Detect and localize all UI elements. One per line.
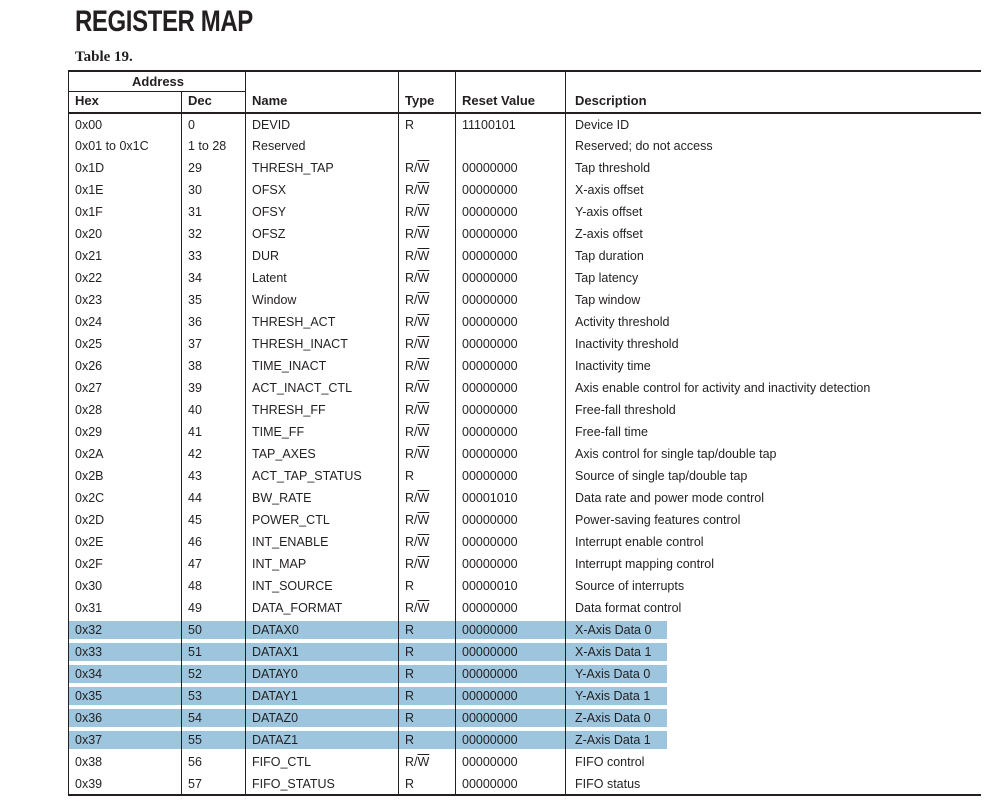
register-map-table (68, 70, 981, 796)
cell-type: $R/\overline{W}$ (399, 157, 456, 179)
table-row (69, 355, 981, 377)
table-row (69, 553, 981, 575)
table-row (69, 377, 981, 399)
cell-type: R (399, 113, 456, 135)
col-header-name: Name (246, 71, 399, 113)
cell-hex: 0x24 (69, 311, 182, 333)
cell-description: Source of single tap/double tap (575, 469, 748, 483)
cell-reset-value: 00000000 (456, 201, 566, 223)
cell-reset-value: 00000000 (456, 179, 566, 201)
cell-name: DEVID (246, 113, 399, 135)
cell-reset-value: 00000000 (456, 509, 566, 531)
cell-description: Z-Axis Data 1 (566, 729, 981, 751)
cell-reset-value: 00000000 (456, 421, 566, 443)
cell-dec: 30 (182, 179, 246, 201)
cell-reset-value: 00000010 (456, 575, 566, 597)
cell-dec: 42 (182, 443, 246, 465)
cell-description: Power-saving features control (575, 513, 741, 527)
cell-dec: 45 (182, 509, 246, 531)
cell-name: OFSY (246, 201, 399, 223)
cell-reset-value: 00000000 (456, 399, 566, 421)
cell-hex: 0x1F (69, 201, 182, 223)
cell-dec: 48 (182, 575, 246, 597)
cell-type: $R/\overline{W}$ (399, 399, 456, 421)
cell-dec: 37 (182, 333, 246, 355)
cell-name: DATAX0 (246, 619, 399, 641)
table-row (69, 421, 981, 443)
cell-reset-value: 00000000 (456, 553, 566, 575)
cell-dec: 50 (182, 619, 246, 641)
cell-reset-value: 00000000 (456, 311, 566, 333)
cell-reset-value: 00000000 (456, 465, 566, 487)
cell-dec: 41 (182, 421, 246, 443)
cell-name: DUR (246, 245, 399, 267)
table-row (69, 179, 981, 201)
cell-name: INT_MAP (246, 553, 399, 575)
cell-reset-value: 00000000 (456, 531, 566, 553)
cell-type: $R/\overline{W}$ (399, 355, 456, 377)
cell-dec: 1 to 28 (182, 135, 246, 157)
cell-name: Latent (246, 267, 399, 289)
table-row (69, 443, 981, 465)
cell-hex: 0x1D (69, 157, 182, 179)
cell-dec: 49 (182, 597, 246, 619)
table-row (69, 245, 981, 267)
cell-reset-value: 00000000 (456, 267, 566, 289)
cell-name: DATAY0 (246, 663, 399, 685)
cell-hex: 0x00 (69, 113, 182, 135)
col-header-description: Description (566, 71, 981, 113)
cell-hex: 0x37 (69, 729, 182, 751)
cell-reset-value: 00000000 (456, 663, 566, 685)
cell-type: $R/\overline{W}$ (399, 531, 456, 553)
cell-type: $R/\overline{W}$ (399, 487, 456, 509)
page-title: REGISTER MAP (75, 5, 253, 38)
cell-description: Source of interrupts (575, 579, 685, 593)
cell-description: Activity threshold (575, 315, 670, 329)
cell-hex: 0x33 (69, 641, 182, 663)
cell-name: TIME_FF (246, 421, 399, 443)
cell-name: DATAZ0 (246, 707, 399, 729)
cell-hex: 0x36 (69, 707, 182, 729)
cell-hex: 0x2B (69, 465, 182, 487)
cell-type: R (399, 465, 456, 487)
cell-hex: 0x31 (69, 597, 182, 619)
cell-hex: 0x27 (69, 377, 182, 399)
cell-description: X-Axis Data 0 (566, 619, 981, 641)
table-row (69, 223, 981, 245)
cell-dec: 34 (182, 267, 246, 289)
cell-hex: 0x2E (69, 531, 182, 553)
cell-type: R (399, 663, 456, 685)
cell-description: Tap latency (575, 271, 639, 285)
cell-dec: 32 (182, 223, 246, 245)
cell-type: R (399, 619, 456, 641)
cell-description: Free-fall threshold (575, 403, 676, 417)
table-row (69, 267, 981, 289)
cell-name: THRESH_INACT (246, 333, 399, 355)
cell-name: TIME_INACT (246, 355, 399, 377)
cell-hex: 0x39 (69, 773, 182, 795)
cell-reset-value: 00000000 (456, 641, 566, 663)
cell-type: R (399, 729, 456, 751)
cell-hex: 0x22 (69, 267, 182, 289)
cell-type: $R/\overline{W}$ (399, 311, 456, 333)
cell-hex: 0x2A (69, 443, 182, 465)
cell-type: R (399, 707, 456, 729)
table-row (69, 773, 981, 795)
table-row (69, 619, 981, 641)
cell-hex: 0x01 to 0x1C (69, 135, 182, 157)
cell-name: DATAX1 (246, 641, 399, 663)
table-row (69, 729, 981, 751)
cell-description: X-axis offset (575, 183, 644, 197)
table-row (69, 707, 981, 729)
cell-reset-value: 00000000 (456, 157, 566, 179)
table-caption: Table 19. (75, 49, 133, 65)
cell-reset-value: 00000000 (456, 223, 566, 245)
cell-type: $R/\overline{W}$ (399, 289, 456, 311)
cell-description: Interrupt enable control (575, 535, 704, 549)
cell-hex: 0x20 (69, 223, 182, 245)
table-body (69, 113, 981, 795)
cell-name: DATA_FORMAT (246, 597, 399, 619)
cell-description: Tap window (575, 293, 641, 307)
cell-name: THRESH_TAP (246, 157, 399, 179)
cell-type: $R/\overline{W}$ (399, 223, 456, 245)
cell-name: TAP_AXES (246, 443, 399, 465)
cell-description: Z-Axis Data 0 (566, 707, 981, 729)
cell-description: FIFO control (575, 755, 645, 769)
cell-type: R (399, 575, 456, 597)
table-row (69, 751, 981, 773)
cell-description: Axis control for single tap/double tap (575, 447, 777, 461)
cell-name: FIFO_CTL (246, 751, 399, 773)
table-row (69, 487, 981, 509)
cell-description: Tap duration (575, 249, 644, 263)
cell-name: INT_ENABLE (246, 531, 399, 553)
cell-type: $R/\overline{W}$ (399, 443, 456, 465)
col-header-hex: Hex (69, 91, 182, 113)
cell-dec: 44 (182, 487, 246, 509)
col-header-address: Address (69, 71, 246, 91)
cell-type: $R/\overline{W}$ (399, 333, 456, 355)
cell-dec: 52 (182, 663, 246, 685)
cell-hex: 0x30 (69, 575, 182, 597)
cell-type: $R/\overline{W}$ (399, 509, 456, 531)
cell-description: Axis enable control for activity and inactivity detection (575, 381, 871, 395)
cell-type: $R/\overline{W}$ (399, 179, 456, 201)
cell-hex: 0x34 (69, 663, 182, 685)
cell-reset-value: 00000000 (456, 597, 566, 619)
cell-name: ACT_INACT_CTL (246, 377, 399, 399)
cell-type: R (399, 685, 456, 707)
col-header-type: Type (399, 71, 456, 113)
cell-dec: 51 (182, 641, 246, 663)
table-row (69, 311, 981, 333)
cell-hex: 0x29 (69, 421, 182, 443)
table-row (69, 201, 981, 223)
cell-description: Inactivity time (575, 359, 651, 373)
table-row (69, 597, 981, 619)
cell-dec: 47 (182, 553, 246, 575)
cell-reset-value: 00000000 (456, 245, 566, 267)
cell-type: $R/\overline{W}$ (399, 267, 456, 289)
cell-hex: 0x35 (69, 685, 182, 707)
cell-reset-value: 00000000 (456, 333, 566, 355)
cell-description: Data rate and power mode control (575, 491, 764, 505)
cell-name: Window (246, 289, 399, 311)
cell-description: Inactivity threshold (575, 337, 679, 351)
cell-dec: 38 (182, 355, 246, 377)
cell-reset-value: 00000000 (456, 289, 566, 311)
table-row (69, 399, 981, 421)
cell-hex: 0x26 (69, 355, 182, 377)
cell-hex: 0x1E (69, 179, 182, 201)
cell-reset-value: 00000000 (456, 685, 566, 707)
cell-dec: 36 (182, 311, 246, 333)
cell-dec: 39 (182, 377, 246, 399)
cell-description: Data format control (575, 601, 682, 615)
cell-hex: 0x38 (69, 751, 182, 773)
cell-name: OFSZ (246, 223, 399, 245)
cell-description: Y-Axis Data 0 (566, 663, 981, 685)
cell-description: Y-axis offset (575, 205, 643, 219)
table-row (69, 685, 981, 707)
cell-hex: 0x28 (69, 399, 182, 421)
cell-dec: 29 (182, 157, 246, 179)
cell-hex: 0x32 (69, 619, 182, 641)
cell-dec: 46 (182, 531, 246, 553)
table-row (69, 531, 981, 553)
cell-name: BW_RATE (246, 487, 399, 509)
cell-dec: 54 (182, 707, 246, 729)
cell-hex: 0x25 (69, 333, 182, 355)
cell-reset-value: 00000000 (456, 443, 566, 465)
cell-description: Free-fall time (575, 425, 648, 439)
cell-description: Interrupt mapping control (575, 557, 714, 571)
col-header-reset-value: Reset Value (456, 71, 566, 113)
table-row (69, 135, 981, 157)
cell-name: THRESH_ACT (246, 311, 399, 333)
cell-dec: 0 (182, 113, 246, 135)
cell-reset-value: 00000000 (456, 729, 566, 751)
cell-hex: 0x2D (69, 509, 182, 531)
cell-name: DATAY1 (246, 685, 399, 707)
cell-reset-value: 11100101 (456, 113, 566, 135)
cell-dec: 43 (182, 465, 246, 487)
cell-name: THRESH_FF (246, 399, 399, 421)
cell-type: $R/\overline{W}$ (399, 421, 456, 443)
cell-name: OFSX (246, 179, 399, 201)
cell-description: Reserved; do not access (575, 139, 713, 153)
table-row (69, 465, 981, 487)
cell-type: $R/\overline{W}$ (399, 553, 456, 575)
cell-type: R (399, 641, 456, 663)
cell-name: ACT_TAP_STATUS (246, 465, 399, 487)
cell-reset-value: 00000000 (456, 619, 566, 641)
table-row (69, 157, 981, 179)
cell-reset-value: 00000000 (456, 355, 566, 377)
table-row (69, 289, 981, 311)
cell-reset-value: 00000000 (456, 377, 566, 399)
cell-name: POWER_CTL (246, 509, 399, 531)
col-header-dec: Dec (182, 91, 246, 113)
cell-reset-value: 00000000 (456, 707, 566, 729)
cell-type (399, 135, 456, 157)
table-row (69, 509, 981, 531)
cell-name: DATAZ1 (246, 729, 399, 751)
cell-description: X-Axis Data 1 (566, 641, 981, 663)
cell-dec: 57 (182, 773, 246, 795)
table-row (69, 663, 981, 685)
cell-dec: 35 (182, 289, 246, 311)
cell-type: R (399, 773, 456, 795)
cell-type: $R/\overline{W}$ (399, 201, 456, 223)
table-row (69, 641, 981, 663)
cell-name: Reserved (246, 135, 399, 157)
cell-description: Y-Axis Data 1 (566, 685, 981, 707)
cell-reset-value: 00000000 (456, 751, 566, 773)
cell-type: $R/\overline{W}$ (399, 751, 456, 773)
cell-description: Z-axis offset (575, 227, 643, 241)
cell-dec: 33 (182, 245, 246, 267)
cell-hex: 0x2C (69, 487, 182, 509)
cell-type: $R/\overline{W}$ (399, 597, 456, 619)
cell-dec: 55 (182, 729, 246, 751)
cell-type: $R/\overline{W}$ (399, 377, 456, 399)
cell-hex: 0x21 (69, 245, 182, 267)
table-header (69, 71, 981, 113)
table-row (69, 333, 981, 355)
cell-type: $R/\overline{W}$ (399, 245, 456, 267)
cell-hex: 0x23 (69, 289, 182, 311)
cell-name: FIFO_STATUS (246, 773, 399, 795)
cell-description: FIFO status (575, 776, 641, 791)
cell-hex: 0x2F (69, 553, 182, 575)
cell-reset-value: 00000000 (456, 773, 566, 795)
table-row (69, 113, 981, 135)
cell-dec: 40 (182, 399, 246, 421)
cell-name: INT_SOURCE (246, 575, 399, 597)
table-row (69, 575, 981, 597)
cell-reset-value (456, 135, 566, 157)
cell-reset-value: 00001010 (456, 487, 566, 509)
cell-dec: 56 (182, 751, 246, 773)
cell-dec: 53 (182, 685, 246, 707)
cell-dec: 31 (182, 201, 246, 223)
cell-description: Tap threshold (575, 161, 651, 175)
cell-description: Device ID (575, 117, 630, 132)
